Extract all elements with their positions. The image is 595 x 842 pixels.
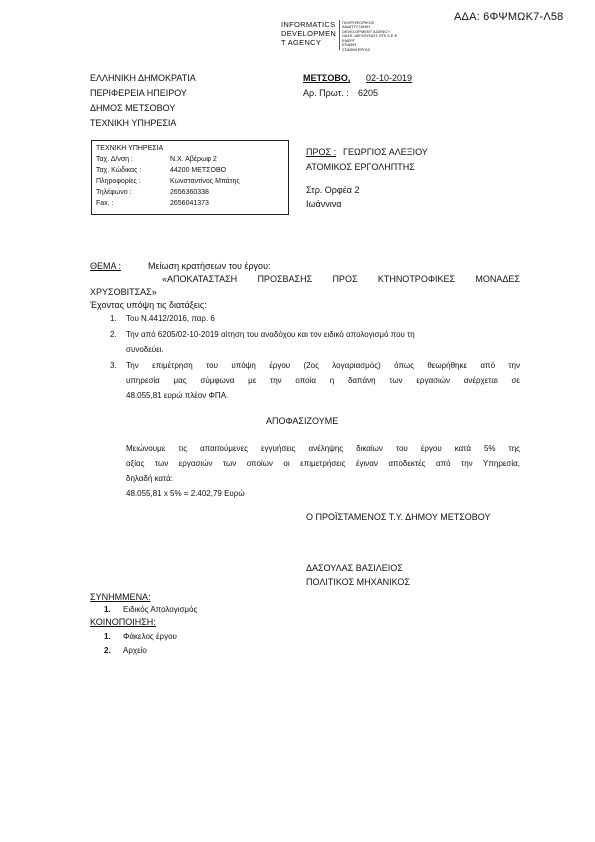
consideration-2-text-2: συνοδεύει. bbox=[126, 345, 164, 354]
protocol-label: Αρ. Πρωτ. : bbox=[303, 88, 349, 98]
consideration-3-text-1: Την επιμέτρηση του υπόψη έργου (2ος λογαριασμός) όπως θεωρήθηκε από την bbox=[126, 361, 520, 370]
notification-label: ΚΟΙΝΟΠΟΙΗΣΗ: bbox=[90, 617, 156, 627]
recipient-city: Ιωάννινα bbox=[306, 199, 342, 209]
logo-line-2: DEVELOPMEN bbox=[281, 29, 337, 38]
decision-text-3: δηλαδή κατά: bbox=[126, 474, 173, 483]
consideration-3-text-3: 48.055,81 ευρώ πλέον ΦΠΑ. bbox=[126, 391, 229, 400]
logo-fine-3: DEVELOPMENT AGENCY bbox=[342, 29, 390, 34]
subject-title-end: ΧΡΥΣΟΒΙΤΣΑΣ» bbox=[90, 287, 157, 297]
document-date: 02-10-2019 bbox=[366, 73, 413, 83]
contact-value-postcode: 44200 ΜΕΤΣΟΒΟ bbox=[170, 167, 227, 174]
contact-value-phone: 2656360338 bbox=[170, 189, 209, 196]
logo-fine-4: ΟΔΗΓ. ΔΙΕΥΘΥΝΣΗ: ΕΠΙ Χ.Ε.Ε bbox=[342, 33, 398, 38]
recipient-company: ΑΤΟΜΙΚΟΣ ΕΡΓΟΛΗΠΤΗΣ bbox=[306, 162, 415, 172]
sender-line-4: ΤΕΧΝΙΚΗ ΥΠΗΡΕΣΙΑ bbox=[90, 118, 177, 128]
protocol-number: 6205 bbox=[358, 88, 379, 98]
subject-word-4: ΚΤΗΝΟΤΡΟΦΙΚΕΣ bbox=[377, 274, 456, 284]
contact-label-fax: Fax. : bbox=[96, 200, 114, 207]
signature-name: ΔΑΣΟΥΛΑΣ ΒΑΣΙΛΕΙΟΣ bbox=[306, 563, 403, 573]
attachment-1-text: Ειδικός Απολογισμός bbox=[123, 605, 198, 614]
considerations-intro: Έχοντας υπόψη τις διατάξεις: bbox=[90, 300, 207, 310]
logo-fine-1: ΠΛΗΡΟΦΟΡΙΚΗΣ bbox=[342, 20, 375, 25]
contact-value-address: Ν.Χ. Αβέρωφ 2 bbox=[170, 156, 217, 163]
consideration-1-text: Του Ν.4412/2016, παρ. 6 bbox=[126, 314, 215, 323]
sender-line-2: ΠΕΡΙΦΕΡΕΙΑ ΗΠΕΙΡΟΥ bbox=[90, 88, 187, 98]
notification-2-number: 2. bbox=[104, 646, 111, 655]
logo-line-3: T AGENCY bbox=[281, 38, 322, 47]
subject-word-2: ΠΡΟΣΒΑΣΗΣ bbox=[257, 274, 313, 284]
sender-line-3: ΔΗΜΟΣ ΜΕΤΣΟΒΟΥ bbox=[90, 103, 176, 113]
ada-code: ΑΔΑ: 6ΦΨΜΩΚ7-Λ58 bbox=[454, 11, 564, 23]
logo-fine-5: ΕΝΕΡΓ bbox=[342, 38, 356, 43]
recipient-to-label: ΠΡΟΣ : bbox=[306, 147, 337, 157]
sender-line-1: ΕΛΛΗΝΙΚΗ ΔΗΜΟΚΡΑΤΙΑ bbox=[90, 73, 196, 83]
subject-title-line bbox=[162, 273, 520, 286]
subject-word-3: ΠΡΟΣ bbox=[332, 274, 358, 284]
notification-2-text: Αρχείο bbox=[123, 646, 147, 655]
logo-fine-2: ΑΝΑΠΤΥΞΙΑΚΗ bbox=[342, 24, 371, 29]
subject-line-1: Μείωση κρατήσεων του έργου: bbox=[148, 261, 271, 271]
recipient-name: ΓΕΩΡΓΙΟΣ ΑΛΕΞΙΟΥ bbox=[343, 147, 428, 157]
decision-heading: ΑΠΟΦΑΣΙΖΟΥΜΕ bbox=[266, 416, 339, 426]
logo-line-1: INFORMATICS bbox=[281, 20, 336, 29]
attachment-1-number: 1. bbox=[104, 605, 111, 614]
date-place: ΜΕΤΣΟΒΟ, bbox=[303, 73, 351, 83]
consideration-2-number: 2. bbox=[110, 330, 117, 339]
consideration-2-text-1: Την από 6205/02-10-2019 αίτηση του αναδόχου και τον ειδικό απολογισμό που τη bbox=[126, 330, 415, 339]
consideration-3-text-2: υπηρεσία μας σύμφωνα με την οποία η δαπάνη των εργασιών ανέρχεται σε bbox=[126, 376, 520, 385]
subject-word-1: «ΑΠΟΚΑΤΑΣΤΑΣΗ bbox=[162, 274, 238, 284]
contact-box-title: ΤΕΧΝΙΚΗ ΥΠΗΡΕΣΙΑ bbox=[96, 145, 164, 152]
logo-fine-6: ΕΠΑΦΗ bbox=[342, 42, 357, 47]
decision-text-2: αξίας των εργασιών των οποίων οι επιμετρήσεις έγιναν αποδεκτές από την Υπηρεσία, bbox=[126, 459, 520, 468]
signature-role: Ο ΠΡΟΪΣΤΑΜΕΝΟΣ Τ.Υ. ΔΗΜΟΥ ΜΕΤΣΟΒΟΥ bbox=[306, 512, 491, 522]
signature-title: ΠΟΛΙΤΙΚΟΣ ΜΗΧΑΝΙΚΟΣ bbox=[306, 577, 410, 587]
contact-label-info: Πληροφορίες : bbox=[96, 178, 141, 185]
subject-word-5: ΜΟΝΑΔΕΣ bbox=[475, 274, 520, 284]
notification-1-text: Φάκελος έργου bbox=[123, 632, 177, 641]
recipient-street: Στρ. Ορφέα 2 bbox=[306, 185, 360, 195]
contact-label-postcode: Ταχ. Κώδικας : bbox=[96, 167, 142, 174]
contact-label-phone: Τηλέφωνο : bbox=[96, 189, 132, 196]
attachments-label: ΣΥΝΗΜΜΕΝΑ: bbox=[90, 592, 151, 602]
consideration-1-number: 1. bbox=[110, 314, 117, 323]
consideration-3-number: 3. bbox=[110, 361, 117, 370]
contact-value-info: Κωνσταντίνος Μπάτης bbox=[170, 178, 240, 185]
contact-value-fax: 2656041373 bbox=[170, 200, 209, 207]
notification-1-number: 1. bbox=[104, 632, 111, 641]
subject-label: ΘΕΜΑ : bbox=[90, 261, 122, 271]
decision-text-1: Μειώνουμε τις απαιτούμενες εγγυήσεις ανέληψης δικαίων του έργου κατά 5% της bbox=[126, 444, 520, 453]
decision-calculation: 48.055,81 x 5% = 2.402,79 Ευρώ bbox=[126, 489, 245, 498]
contact-label-address: Ταχ. Δ/νση : bbox=[96, 156, 133, 163]
logo-fine-7: ΣΤΑΘΜΙ ΕΡΓΑΣ bbox=[342, 47, 371, 52]
logo-divider bbox=[339, 20, 340, 50]
